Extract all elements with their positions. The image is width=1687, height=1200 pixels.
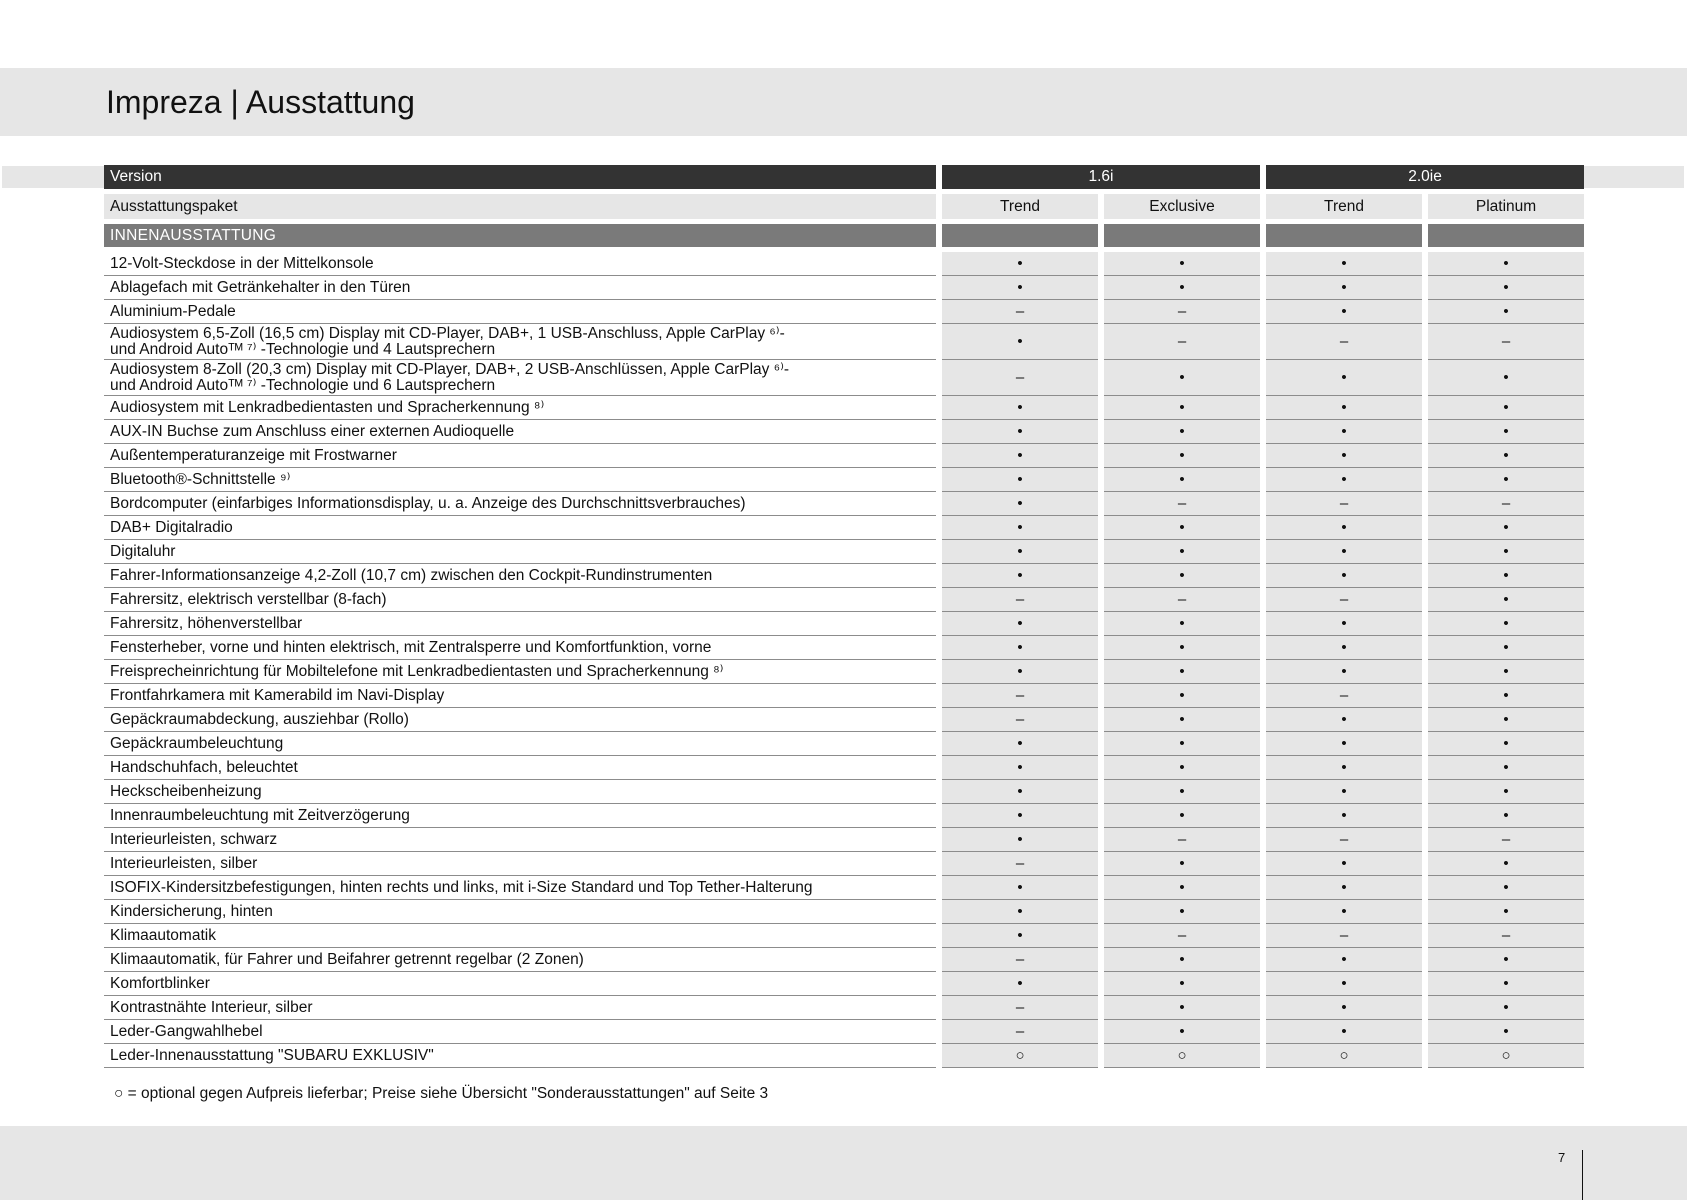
availability-cell: –: [1266, 324, 1422, 360]
feature-name: [104, 300, 936, 324]
package-trend-1-6i: Trend: [942, 194, 1098, 219]
availability-cell: ○: [1266, 1044, 1422, 1068]
feature-name-line-1: Interieurleisten, silber: [110, 854, 258, 872]
availability-cell: –: [942, 300, 1098, 324]
feature-name-line-1: Leder-Innenausstattung "SUBARU EXKLUSIV": [110, 1046, 434, 1064]
availability-cell: –: [1104, 924, 1260, 948]
table-row: [104, 996, 1584, 1020]
package-header-row: [104, 194, 1584, 219]
availability-cell: •: [1104, 852, 1260, 876]
feature-name: [104, 948, 936, 972]
table-row: [104, 900, 1584, 924]
availability-cell: •: [942, 276, 1098, 300]
availability-cell: •: [1104, 804, 1260, 828]
feature-name: [104, 756, 936, 780]
availability-cell: ○: [942, 1044, 1098, 1068]
decorative-band-left: [2, 166, 104, 188]
table-row: [104, 300, 1584, 324]
availability-cell: •: [1266, 396, 1422, 420]
availability-cell: •: [1266, 468, 1422, 492]
table-row: [104, 924, 1584, 948]
availability-cell: –: [1104, 300, 1260, 324]
table-row: [104, 756, 1584, 780]
availability-cell: •: [1104, 996, 1260, 1020]
availability-cell: –: [942, 684, 1098, 708]
feature-name: [104, 996, 936, 1020]
availability-cell: •: [1104, 636, 1260, 660]
availability-cell: •: [1104, 516, 1260, 540]
availability-cell: •: [1104, 612, 1260, 636]
table-row: [104, 420, 1584, 444]
availability-cell: •: [1428, 396, 1584, 420]
availability-cell: •: [1428, 516, 1584, 540]
availability-cell: •: [942, 900, 1098, 924]
availability-cell: •: [942, 972, 1098, 996]
feature-name: [104, 1020, 936, 1044]
table-row: [104, 444, 1584, 468]
feature-name-line-2: und Android Autoᵀᴹ ⁷⁾ -Technologie und 6 Lautsprechern: [110, 376, 496, 394]
feature-name-line-1: Audiosystem mit Lenkradbedientasten und Spracherkennung ⁸⁾: [110, 398, 545, 416]
feature-name: [104, 660, 936, 684]
availability-cell: •: [1428, 900, 1584, 924]
availability-cell: •: [1428, 612, 1584, 636]
availability-cell: •: [1428, 876, 1584, 900]
feature-name: [104, 900, 936, 924]
availability-cell: •: [942, 876, 1098, 900]
availability-cell: •: [1266, 516, 1422, 540]
version-header-row: [104, 165, 1584, 189]
availability-cell: •: [942, 516, 1098, 540]
availability-cell: –: [1266, 828, 1422, 852]
availability-cell: •: [1266, 444, 1422, 468]
version-label: Version: [104, 165, 936, 189]
feature-name: [104, 732, 936, 756]
feature-name: [104, 468, 936, 492]
availability-cell: •: [942, 756, 1098, 780]
feature-name-line-1: 12-Volt-Steckdose in der Mittelkonsole: [110, 254, 374, 272]
feature-name-line-1: Fahrersitz, höhenverstellbar: [110, 614, 303, 632]
section-cell: [1104, 224, 1260, 247]
availability-cell: •: [1428, 276, 1584, 300]
page-number-rule: [1582, 1150, 1583, 1200]
availability-cell: ○: [1104, 1044, 1260, 1068]
availability-cell: •: [1104, 756, 1260, 780]
table-row: [104, 324, 1584, 360]
availability-cell: –: [1104, 492, 1260, 516]
availability-cell: •: [1266, 996, 1422, 1020]
availability-cell: •: [1428, 588, 1584, 612]
availability-cell: •: [1428, 1020, 1584, 1044]
availability-cell: •: [1428, 444, 1584, 468]
feature-name: [104, 564, 936, 588]
availability-cell: •: [1266, 276, 1422, 300]
availability-cell: –: [1266, 924, 1422, 948]
availability-cell: –: [942, 360, 1098, 396]
feature-name-line-1: Bluetooth®-Schnittstelle ⁹⁾: [110, 470, 291, 488]
availability-cell: •: [1104, 876, 1260, 900]
feature-name-line-1: Bordcomputer (einfarbiges Informationsdisplay, u. a. Anzeige des Durchschnittsverbrauches): [110, 494, 746, 512]
availability-cell: •: [1428, 252, 1584, 276]
feature-name: [104, 876, 936, 900]
table-row: [104, 1020, 1584, 1044]
availability-cell: –: [942, 852, 1098, 876]
table-row: [104, 852, 1584, 876]
availability-cell: •: [1428, 804, 1584, 828]
feature-name-line-1: Leder-Gangwahlhebel: [110, 1022, 263, 1040]
availability-cell: •: [1104, 252, 1260, 276]
table-row: [104, 492, 1584, 516]
decorative-band-right: [1584, 166, 1684, 188]
availability-cell: •: [1266, 756, 1422, 780]
feature-name-line-1: Interieurleisten, schwarz: [110, 830, 278, 848]
availability-cell: •: [1266, 852, 1422, 876]
availability-cell: •: [942, 828, 1098, 852]
availability-cell: –: [1104, 324, 1260, 360]
availability-cell: •: [1428, 360, 1584, 396]
availability-cell: •: [1266, 1020, 1422, 1044]
availability-cell: –: [1428, 924, 1584, 948]
availability-cell: •: [1104, 660, 1260, 684]
table-row: [104, 1044, 1584, 1068]
feature-name: [104, 276, 936, 300]
package-trend-2-0ie: Trend: [1266, 194, 1422, 219]
availability-cell: •: [942, 612, 1098, 636]
feature-name-line-1: Freisprecheinrichtung für Mobiltelefone mit Lenkradbedientasten und Spracherkennung ⁸⁾: [110, 662, 724, 680]
availability-cell: •: [1428, 972, 1584, 996]
feature-name-line-1: Innenraumbeleuchtung mit Zeitverzögerung: [110, 806, 410, 824]
feature-name-line-1: Audiosystem 6,5-Zoll (16,5 cm) Display mit CD-Player, DAB+, 1 USB-Anschluss, Apple CarPlay ⁶⁾-: [110, 324, 785, 342]
feature-name-line-1: Ablagefach mit Getränkehalter in den Türen: [110, 278, 411, 296]
feature-name: [104, 708, 936, 732]
feature-name: [104, 1044, 936, 1068]
feature-name: [104, 804, 936, 828]
availability-cell: •: [942, 924, 1098, 948]
feature-name: [104, 972, 936, 996]
availability-cell: –: [1428, 492, 1584, 516]
page-title: Impreza | Ausstattung: [106, 84, 415, 120]
availability-cell: ○: [1428, 1044, 1584, 1068]
availability-cell: –: [942, 708, 1098, 732]
table-row: [104, 948, 1584, 972]
section-title: INNENAUSSTATTUNG: [104, 224, 936, 247]
availability-cell: •: [1428, 852, 1584, 876]
feature-name: [104, 540, 936, 564]
table-row: [104, 588, 1584, 612]
feature-name-line-1: Digitaluhr: [110, 542, 176, 560]
availability-cell: •: [1266, 900, 1422, 924]
feature-name: [104, 612, 936, 636]
feature-name: [104, 252, 936, 276]
availability-cell: •: [1266, 564, 1422, 588]
availability-cell: •: [1104, 396, 1260, 420]
availability-cell: •: [1428, 732, 1584, 756]
footnote: ○ = optional gegen Aufpreis lieferbar; Preise siehe Übersicht "Sonderausstattungen" auf Seite 3: [114, 1085, 769, 1102]
availability-cell: •: [942, 396, 1098, 420]
availability-cell: •: [1104, 540, 1260, 564]
availability-cell: •: [942, 468, 1098, 492]
feature-name: [104, 516, 936, 540]
feature-name-line-1: Gepäckraumabdeckung, ausziehbar (Rollo): [110, 710, 409, 728]
section-cell: [1266, 224, 1422, 247]
footer-band: [0, 1126, 1687, 1200]
availability-cell: •: [1428, 300, 1584, 324]
table-row: [104, 516, 1584, 540]
availability-cell: •: [1428, 708, 1584, 732]
feature-name: [104, 924, 936, 948]
feature-name: [104, 492, 936, 516]
availability-cell: •: [1428, 564, 1584, 588]
feature-name: [104, 852, 936, 876]
availability-cell: •: [942, 444, 1098, 468]
feature-name-line-1: Gepäckraumbeleuchtung: [110, 734, 284, 752]
availability-cell: •: [1266, 732, 1422, 756]
availability-cell: •: [1104, 468, 1260, 492]
feature-name-line-1: Audiosystem 8-Zoll (20,3 cm) Display mit CD-Player, DAB+, 2 USB-Anschlüssen, Apple CarPlay ⁶⁾-: [110, 360, 790, 378]
availability-cell: –: [942, 588, 1098, 612]
table-row: [104, 564, 1584, 588]
availability-cell: –: [1104, 588, 1260, 612]
availability-cell: •: [1266, 780, 1422, 804]
feature-name-line-1: Heckscheibenheizung: [110, 782, 262, 800]
feature-name: [104, 420, 936, 444]
feature-name: [104, 444, 936, 468]
table-row: [104, 252, 1584, 276]
feature-name-line-1: ISOFIX-Kindersitzbefestigungen, hinten rechts und links, mit i-Size Standard und Top Tether-Halterung: [110, 878, 813, 896]
availability-cell: •: [1266, 420, 1422, 444]
feature-name-line-1: Klimaautomatik, für Fahrer und Beifahrer getrennt regelbar (2 Zonen): [110, 950, 584, 968]
availability-cell: •: [942, 324, 1098, 360]
feature-name-line-1: Aluminium-Pedale: [110, 302, 236, 320]
feature-name-line-1: AUX-IN Buchse zum Anschluss einer externen Audioquelle: [110, 422, 515, 440]
feature-name-line-1: Klimaautomatik: [110, 926, 216, 944]
table-row: [104, 660, 1584, 684]
feature-name: [104, 684, 936, 708]
table-row: [104, 612, 1584, 636]
availability-cell: •: [1104, 780, 1260, 804]
feature-name-line-1: DAB+ Digitalradio: [110, 518, 233, 536]
availability-cell: •: [1104, 948, 1260, 972]
availability-cell: •: [1428, 948, 1584, 972]
feature-name-line-1: Komfortblinker: [110, 974, 210, 992]
availability-cell: •: [1266, 876, 1422, 900]
availability-cell: •: [942, 804, 1098, 828]
availability-cell: •: [942, 492, 1098, 516]
package-exclusive: Exclusive: [1104, 194, 1260, 219]
availability-cell: –: [942, 1020, 1098, 1044]
availability-cell: •: [1104, 444, 1260, 468]
feature-name-line-1: Frontfahrkamera mit Kamerabild im Navi-Display: [110, 686, 445, 704]
availability-cell: •: [1428, 420, 1584, 444]
section-cell: [942, 224, 1098, 247]
availability-cell: •: [1428, 780, 1584, 804]
feature-name: [104, 828, 936, 852]
availability-cell: –: [1266, 588, 1422, 612]
table-row: [104, 708, 1584, 732]
availability-cell: •: [1104, 276, 1260, 300]
availability-cell: •: [1266, 708, 1422, 732]
feature-name: [104, 636, 936, 660]
feature-name-line-1: Fensterheber, vorne und hinten elektrisch, mit Zentralsperre und Komfortfunktion, vorne: [110, 638, 712, 656]
availability-cell: •: [1266, 252, 1422, 276]
feature-name-line-2: und Android Autoᵀᴹ ⁷⁾ -Technologie und 4 Lautsprechern: [110, 340, 496, 358]
table-row: [104, 828, 1584, 852]
table-row: [104, 636, 1584, 660]
availability-cell: •: [1266, 612, 1422, 636]
availability-cell: •: [1428, 684, 1584, 708]
availability-cell: •: [1104, 972, 1260, 996]
availability-cell: •: [1266, 948, 1422, 972]
availability-cell: •: [1428, 756, 1584, 780]
table-row: [104, 804, 1584, 828]
availability-cell: •: [942, 540, 1098, 564]
section-cell: [1428, 224, 1584, 247]
availability-cell: •: [942, 252, 1098, 276]
availability-cell: •: [1104, 900, 1260, 924]
feature-name: [104, 396, 936, 420]
table-row: [104, 972, 1584, 996]
availability-cell: •: [942, 732, 1098, 756]
availability-cell: •: [1266, 660, 1422, 684]
availability-cell: •: [1428, 540, 1584, 564]
availability-cell: –: [1266, 492, 1422, 516]
availability-cell: –: [1428, 828, 1584, 852]
availability-cell: •: [1428, 660, 1584, 684]
availability-cell: –: [942, 948, 1098, 972]
availability-cell: •: [942, 660, 1098, 684]
availability-cell: •: [942, 780, 1098, 804]
table-row: [104, 468, 1584, 492]
feature-name-line-1: Fahrersitz, elektrisch verstellbar (8-fach): [110, 590, 387, 608]
availability-cell: –: [1428, 324, 1584, 360]
availability-cell: –: [942, 996, 1098, 1020]
availability-cell: •: [1428, 996, 1584, 1020]
feature-name: [104, 324, 936, 360]
page-number: 7: [1558, 1150, 1566, 1165]
availability-cell: •: [942, 636, 1098, 660]
availability-cell: •: [1104, 708, 1260, 732]
table-row: [104, 396, 1584, 420]
table-row: [104, 360, 1584, 396]
feature-name: [104, 360, 936, 396]
availability-cell: •: [1266, 540, 1422, 564]
feature-name-line-1: Handschuhfach, beleuchtet: [110, 758, 298, 776]
table-row: [104, 684, 1584, 708]
feature-name-line-1: Fahrer-Informationsanzeige 4,2-Zoll (10,7 cm) zwischen den Cockpit-Rundinstrumenten: [110, 566, 713, 584]
feature-name-line-1: Kontrastnähte Interieur, silber: [110, 998, 313, 1016]
package-label: Ausstattungspaket: [104, 194, 936, 219]
feature-name: [104, 780, 936, 804]
version-group-2-0ie: 2.0ie: [1266, 165, 1584, 189]
availability-cell: •: [942, 420, 1098, 444]
availability-cell: •: [1104, 360, 1260, 396]
availability-cell: •: [1266, 804, 1422, 828]
package-platinum: Platinum: [1428, 194, 1584, 219]
feature-name-line-1: Außentemperaturanzeige mit Frostwarner: [110, 446, 397, 464]
feature-name-line-1: Kindersicherung, hinten: [110, 902, 273, 920]
availability-cell: •: [1104, 732, 1260, 756]
availability-cell: •: [1266, 300, 1422, 324]
table-row: [104, 276, 1584, 300]
availability-cell: •: [1428, 636, 1584, 660]
feature-name: [104, 588, 936, 612]
equipment-table-container: [104, 165, 1584, 1068]
availability-cell: –: [1266, 684, 1422, 708]
availability-cell: –: [1104, 828, 1260, 852]
availability-cell: •: [1266, 360, 1422, 396]
availability-cell: •: [1266, 972, 1422, 996]
availability-cell: •: [1104, 684, 1260, 708]
table-row: [104, 780, 1584, 804]
table-row: [104, 540, 1584, 564]
availability-cell: •: [1104, 420, 1260, 444]
availability-cell: •: [1428, 468, 1584, 492]
availability-cell: •: [1104, 564, 1260, 588]
availability-cell: •: [942, 564, 1098, 588]
availability-cell: •: [1266, 636, 1422, 660]
equipment-table: [104, 165, 1584, 1068]
table-row: [104, 876, 1584, 900]
table-row: [104, 732, 1584, 756]
section-header-row: [104, 224, 1584, 247]
availability-cell: •: [1104, 1020, 1260, 1044]
version-group-1-6i: 1.6i: [942, 165, 1260, 189]
